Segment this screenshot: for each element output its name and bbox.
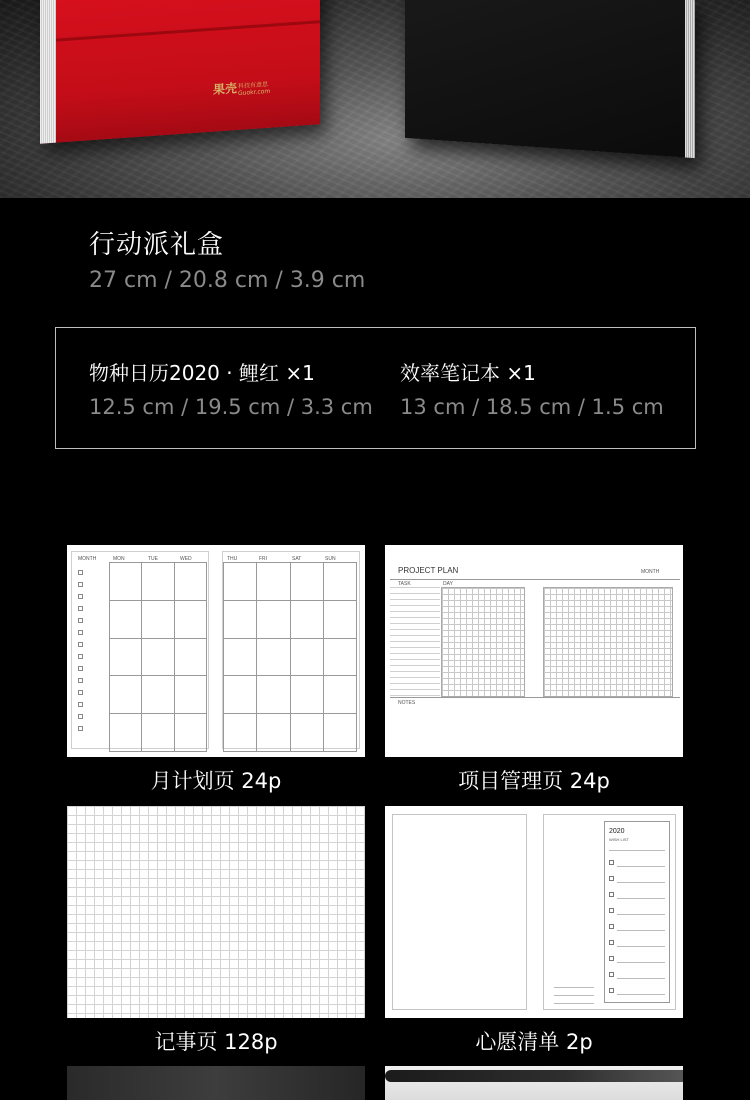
contents-box: [55, 327, 696, 449]
content-item-dims: 13 cm / 18.5 cm / 1.5 cm: [400, 395, 664, 419]
checkbox: [78, 678, 83, 683]
notes-page-thumbnail: [67, 806, 365, 1018]
day-label: WED: [180, 556, 192, 562]
task-label: TASK: [398, 581, 411, 587]
black-notebook: [405, 0, 695, 158]
monthly-plan-thumbnail: [67, 545, 365, 757]
wish-title: WISH LIST: [609, 837, 630, 842]
checkbox: [609, 988, 614, 993]
checkbox: [78, 630, 83, 635]
checkbox: [78, 594, 83, 599]
checkbox: [78, 726, 83, 731]
note-grid: [67, 806, 365, 1018]
notes-label: NOTES: [398, 700, 416, 706]
wish-list-thumbnail: [385, 806, 683, 1018]
wish-line: [617, 898, 665, 899]
day-grid: [543, 587, 673, 697]
wish-year: 2020: [609, 828, 625, 835]
notebook-page-edge: [685, 0, 695, 158]
wish-line: [554, 995, 594, 996]
monthly-right-page: [222, 551, 360, 749]
content-item-dims: 12.5 cm / 19.5 cm / 3.3 cm: [89, 395, 373, 419]
calendar-grid: [109, 562, 207, 752]
day-label: DAY: [443, 581, 453, 587]
checkbox: [609, 956, 614, 961]
wish-line: [609, 850, 665, 851]
notebook-spine: [385, 1070, 683, 1082]
page-label: 心愿清单 2p: [475, 1030, 593, 1054]
content-item: [400, 357, 664, 419]
page-label: 月计划页 24p: [150, 769, 282, 793]
calendar-grid: [223, 562, 357, 752]
day-label: SUN: [325, 556, 336, 562]
gift-box-title: 行动派礼盒: [89, 230, 225, 260]
wish-line: [617, 930, 665, 931]
hero-photo: [0, 0, 750, 198]
wish-left-page: [392, 814, 527, 1010]
checkbox: [78, 618, 83, 623]
bottom-photo-right: [385, 1066, 683, 1100]
task-lines: [390, 587, 440, 697]
checkbox: [609, 972, 614, 977]
wish-line: [617, 866, 665, 867]
month-label: MONTH: [641, 569, 660, 575]
brand-logo: 果壳: [213, 81, 238, 97]
wish-line: [617, 914, 665, 915]
checkbox: [609, 924, 614, 929]
red-box-lid-line: [56, 20, 320, 41]
day-label: MON: [113, 556, 125, 562]
content-item: [89, 357, 373, 419]
header-rule: [390, 579, 680, 580]
wish-line: [617, 978, 665, 979]
wish-line: [617, 994, 665, 995]
footer-rule: [390, 697, 680, 698]
day-label: SAT: [292, 556, 302, 562]
checkbox: [78, 654, 83, 659]
checkbox: [609, 940, 614, 945]
checkbox: [78, 570, 83, 575]
page-label: 记事页 128p: [154, 1030, 278, 1054]
checkbox: [609, 860, 614, 865]
wish-card: [604, 821, 670, 1003]
month-label: MONTH: [78, 556, 97, 562]
checkbox: [609, 876, 614, 881]
content-item-name: 物种日历2020 · 鲤红 ×1: [89, 361, 315, 385]
content-item-name: 效率笔记本 ×1: [400, 361, 536, 385]
wish-line: [554, 987, 594, 988]
red-box-page-edge: [40, 0, 56, 144]
checkbox: [78, 642, 83, 647]
day-label: TUE: [148, 556, 158, 562]
day-label: THU: [227, 556, 238, 562]
checkbox: [609, 892, 614, 897]
page-label: 项目管理页 24p: [458, 769, 610, 793]
wish-line: [617, 962, 665, 963]
monthly-left-page: [71, 551, 209, 749]
wish-line: [554, 1003, 594, 1004]
wish-line: [617, 882, 665, 883]
checkbox: [609, 908, 614, 913]
checkbox: [78, 714, 83, 719]
wish-line: [617, 946, 665, 947]
brand-logo-sub: 科技有意思 Guokr.com: [238, 81, 271, 98]
checkbox: [78, 690, 83, 695]
red-calendar-box: [40, 0, 320, 144]
project-plan-title: PROJECT PLAN: [398, 566, 459, 575]
gift-box-dims: 27 cm / 20.8 cm / 3.9 cm: [89, 268, 366, 293]
wish-right-page: [543, 814, 676, 1010]
checkbox: [78, 606, 83, 611]
day-label: FRI: [259, 556, 268, 562]
checkbox: [78, 666, 83, 671]
checkbox: [78, 582, 83, 587]
project-plan-thumbnail: [385, 545, 683, 757]
checkbox: [78, 702, 83, 707]
bottom-photo-left: [67, 1066, 365, 1100]
day-grid: [441, 587, 525, 697]
